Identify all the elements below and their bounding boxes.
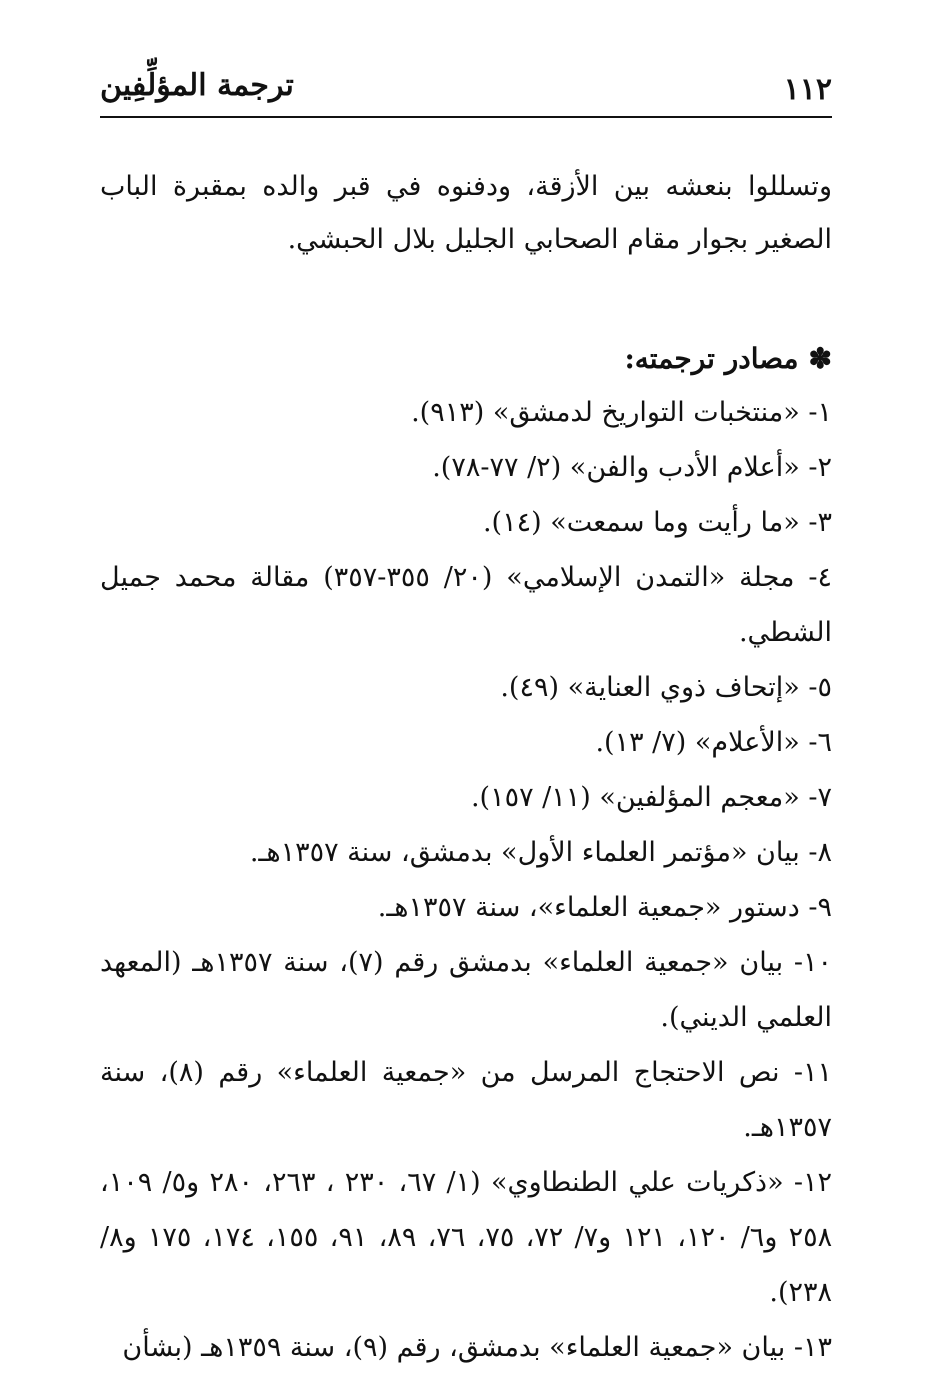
list-item: ٤- مجلة «التمدن الإسلامي» (٢٠/ ٣٥٥-٣٥٧) مقالة محمد جميل الشطي. <box>100 562 832 648</box>
page-body <box>100 160 832 1375</box>
list-item: ٨- بيان «مؤتمر العلماء الأول» بدمشق، سنة ١٣٥٧هـ. <box>249 837 832 868</box>
list-item: ٧- «معجم المؤلفين» (١١/ ١٥٧). <box>470 782 832 813</box>
running-title: ترجمة المؤلِّفِين <box>100 68 294 103</box>
page-number: ١١٢ <box>783 72 832 107</box>
list-item: ٣- «ما رأيت وما سمعت» (١٤). <box>482 507 832 538</box>
list-item: ٢- «أعلام الأدب والفن» (٢/ ٧٧-٧٨). <box>432 452 832 483</box>
sources-heading-text: مصادر ترجمته: <box>624 342 799 375</box>
page-header <box>100 62 832 118</box>
list-item: ١١- نص الاحتجاج المرسل من «جمعية العلماء» رقم (٨)، سنة ١٣٥٧هـ. <box>100 1057 833 1143</box>
list-item: ٦- «الأعلام» (٧/ ١٣). <box>595 727 832 758</box>
list-item: ٥- «إتحاف ذوي العناية» (٤٩). <box>500 672 832 703</box>
sources-heading <box>100 332 832 385</box>
list-item: ١٠- بيان «جمعية العلماء» بدمشق رقم (٧)، سنة ١٣٥٧هـ (المعهد العلمي الديني). <box>100 947 832 1033</box>
sources-list <box>100 385 832 1375</box>
list-item: ٩- دستور «جمعية العلماء»، سنة ١٣٥٧هـ. <box>377 892 832 923</box>
list-item: ١- «منتخبات التواريخ لدمشق» (٩١٣). <box>411 397 832 428</box>
intro-paragraph: وتسللوا بنعشه بين الأزقة، ودفنوه في قبر والده بمقبرة الباب الصغير بجوار مقام الصحابي الجليل بلال الحبشي. <box>100 171 832 255</box>
list-item: ١٣- بيان «جمعية العلماء» بدمشق، رقم (٩)، سنة ١٣٥٩هـ (بشأن <box>122 1332 832 1363</box>
list-item: ١٢- «ذكريات علي الطنطاوي» (١/ ٦٧، ٢٣٠ ، ٢٦٣، ٢٨٠ و٥/ ١٠٩، ٢٥٨ و٦/ ١٢٠، ١٢١ و٧/ ٧٢، ٧٥، ٧٦، ٨٩، ٩١، ١٥٥، ١٧٤، ١٧٥ و٨/ ٢٣٨). <box>100 1167 833 1308</box>
asterisk-icon: ✽ <box>808 342 832 375</box>
